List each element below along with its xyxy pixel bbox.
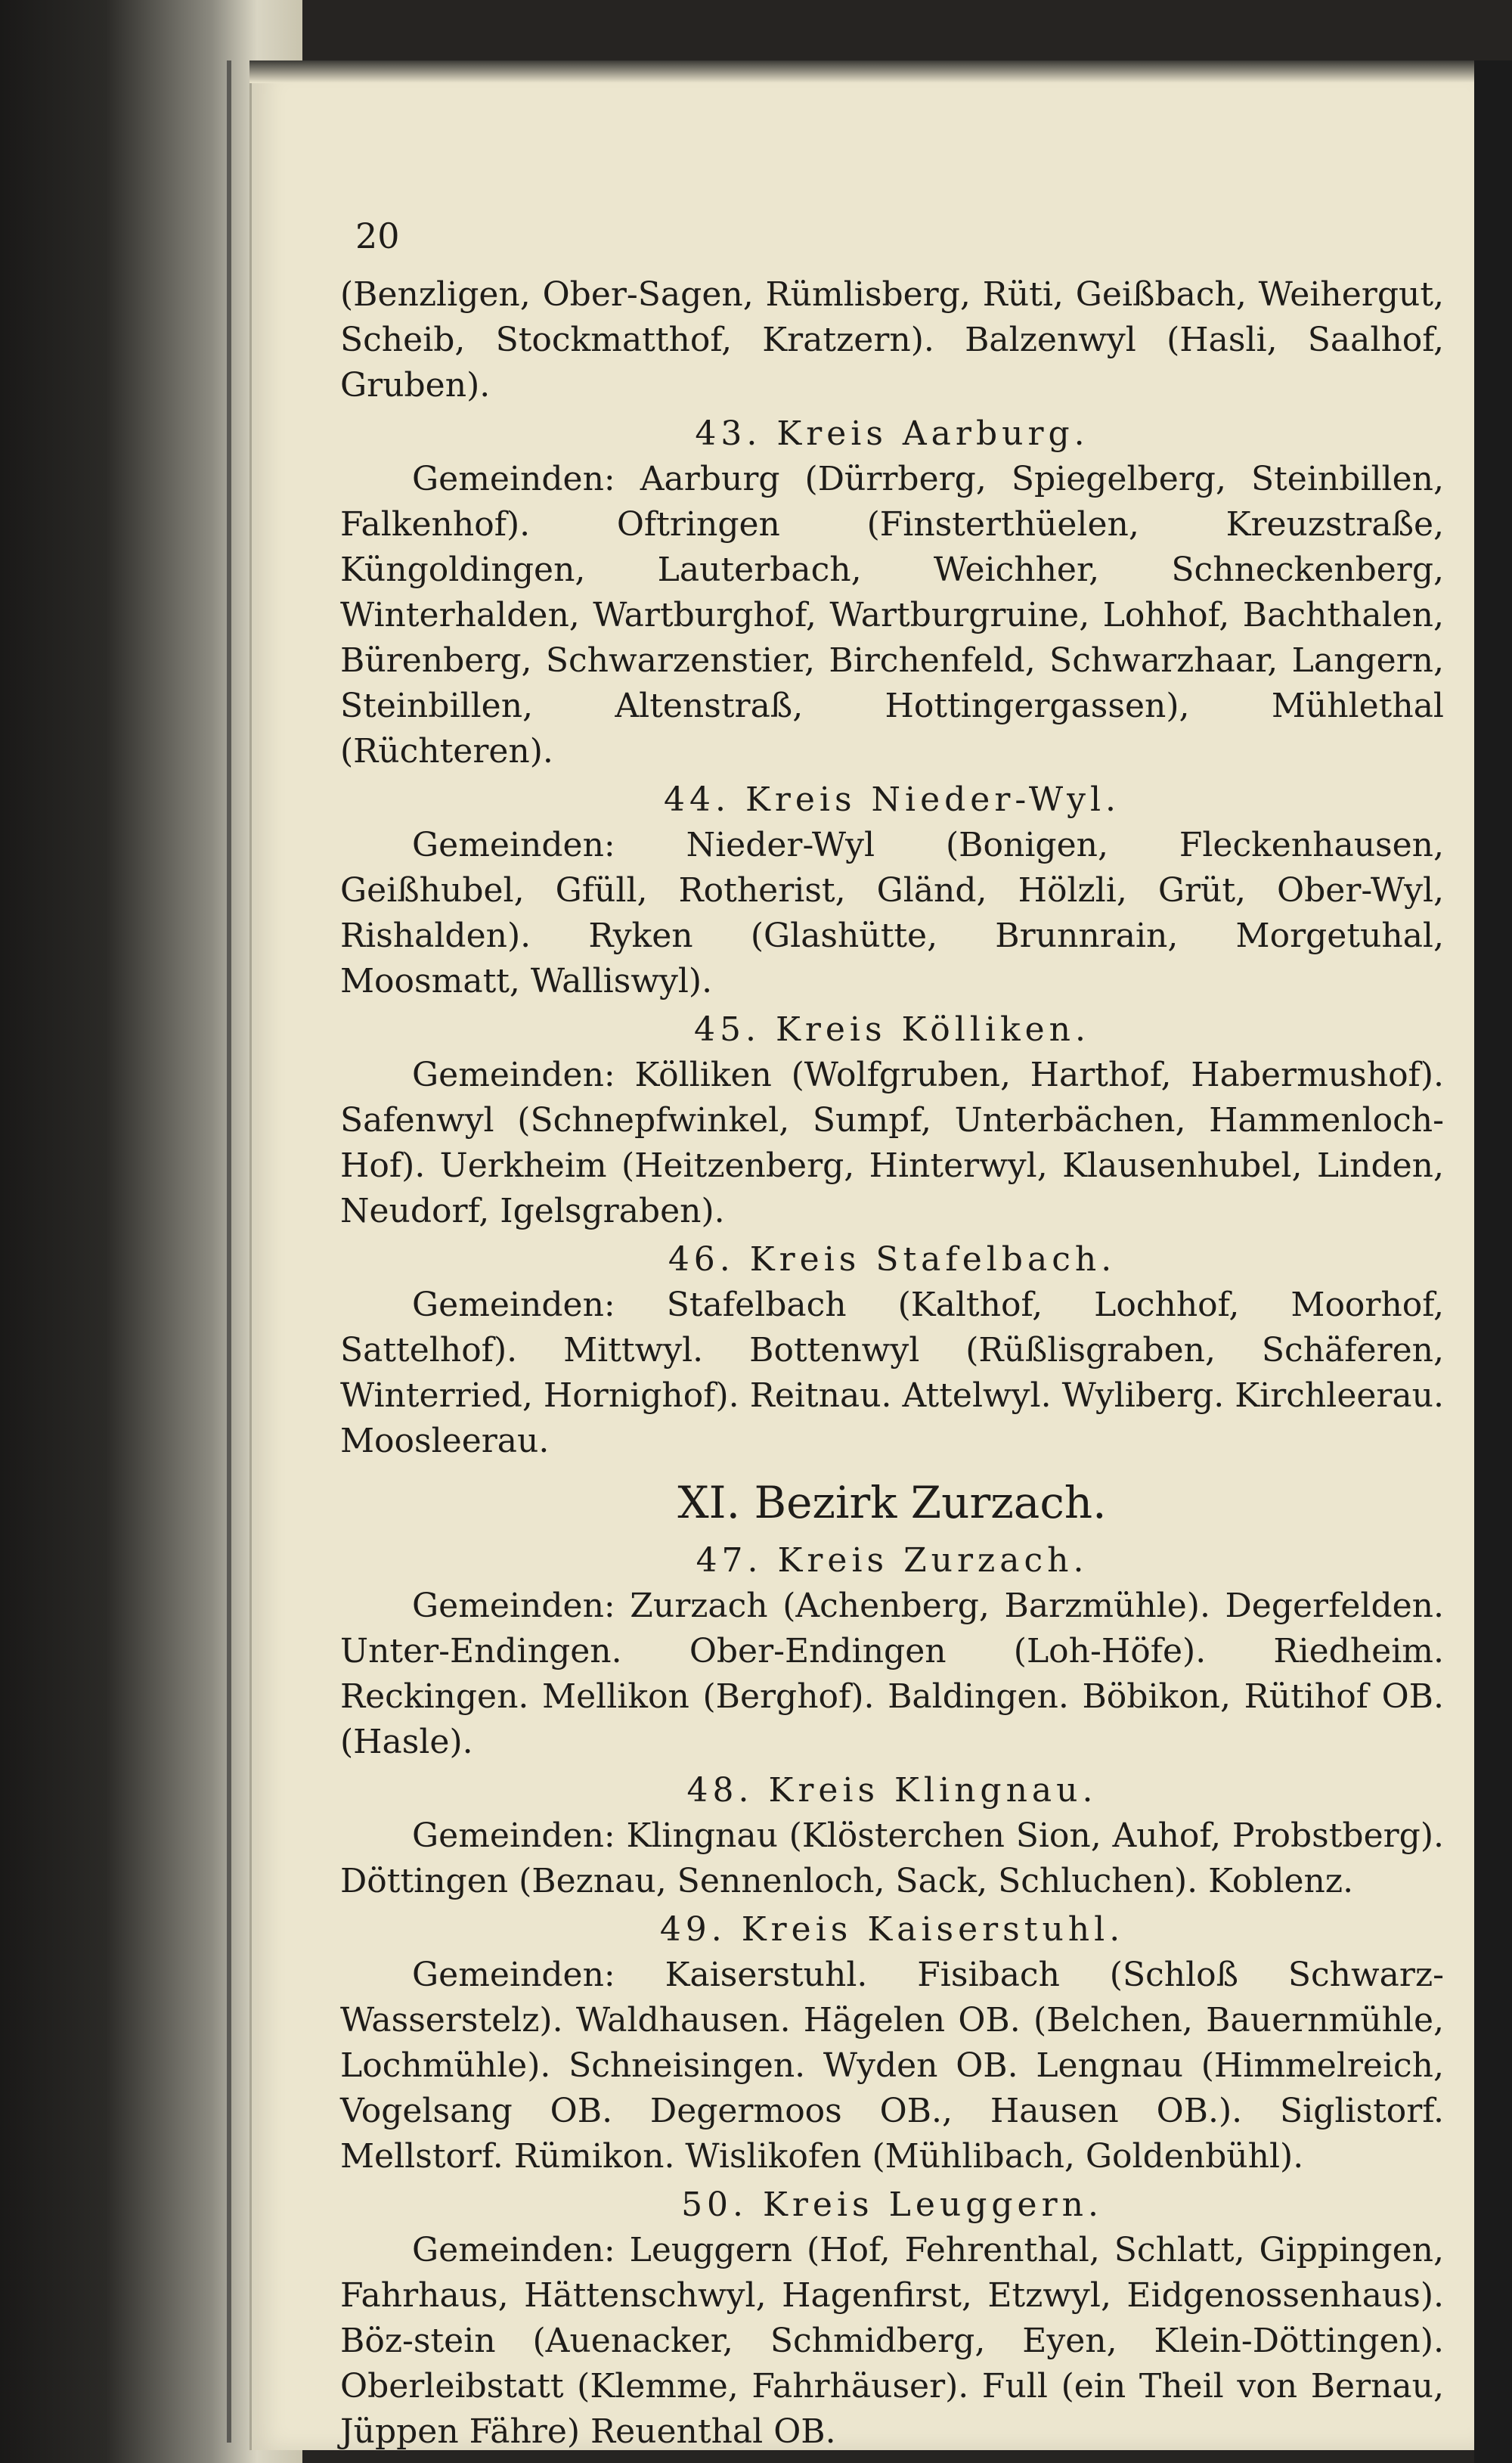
heading-kreis-46: 46. Kreis Stafelbach. xyxy=(668,1240,1117,1279)
heading-kreis-49: 49. Kreis Kaiserstuhl. xyxy=(659,1910,1125,1949)
page-top-shadow xyxy=(249,60,1474,83)
paragraph-kreis-49: Gemeinden: Kaiserstuhl. Fisibach (Schloß Schwarz-Wasserstelz). Waldhausen. Hägelen OB. (Belchen, Bauernmühle, Lochmühle). Schneisingen. Wyden OB. Lengnau (Himmelreich, Vogelsang OB. Degermoos OB., Hausen OB.). Siglistorf. Mellstorf. Rümikon. Wislikofen (Mühlibach, Goldenbühl). xyxy=(340,1956,1444,2176)
book-spine xyxy=(227,60,231,2443)
right-edge xyxy=(1474,60,1512,2463)
heading-kreis-50: 50. Kreis Leuggern. xyxy=(681,2185,1103,2224)
paragraph-kreis-47: Gemeinden: Zurzach (Achenberg, Barzmühle). Degerfelden. Unter-Endingen. Ober-Endingen (Loh-Höfe). Riedheim. Reckingen. Mellikon (Berghof). Baldingen. Böbikon, Rütihof OB. (Hasle). xyxy=(340,1587,1444,1761)
heading-kreis-48: 48. Kreis Klingnau. xyxy=(686,1771,1098,1810)
heading-kreis-45: 45. Kreis Kölliken. xyxy=(694,1010,1090,1049)
page-number: 20 xyxy=(355,216,400,256)
heading-kreis-47: 47. Kreis Zurzach. xyxy=(696,1541,1089,1580)
paragraph-kreis-46: Gemeinden: Stafelbach (Kalthof, Lochhof, Moorhof, Sattelhof). Mittwyl. Bottenwyl (Rüßlisgraben, Schäferen, Winterried, Hornighof). Reitnau. Attelwyl. Wyliberg. Kirchleerau. Moosleerau. xyxy=(340,1286,1444,1460)
heading-kreis-43: 43. Kreis Aarburg. xyxy=(695,414,1089,453)
paragraph-kreis-43: Gemeinden: Aarburg (Dürrberg, Spiegelberg, Steinbillen, Falkenhof). Oftringen (Finsterthüelen, Kreuzstraße, Küngoldingen, Lauterbach, Weichher, Schneckenberg, Winterhalden, Wartburghof, Wartburgruine, Lohhof, Bachthalen, Bürenberg, Schwarzenstier, Birchenfeld, Schwarzhaar, Langern, Steinbillen, Altenstraß, Hottingergassen), Mühlethal (Rüchteren). xyxy=(340,460,1444,771)
page-text xyxy=(340,272,1444,2455)
paragraph-kreis-50: Gemeinden: Leuggern (Hof, Fehrenthal, Schlatt, Gippingen, Fahrhaus, Hättenschwyl, Hagenfirst, Etzwyl, Eidgenossenhaus). Böz-stein (Auenacker, Schmidberg, Eyen, Klein-Döttingen). Oberleibstatt (Klemme, Fahrhäuser). Full (ein Theil von Bernau, Jüppen Fähre) Reuenthal OB. xyxy=(340,2231,1444,2451)
paragraph-kreis-44: Gemeinden: Nieder-Wyl (Bonigen, Fleckenhausen, Geißhubel, Gfüll, Rotherist, Gländ, Hölzli, Grüt, Ober-Wyl, Rishalden). Ryken (Glashütte, Brunnrain, Morgetuhal, Moosmatt, Walliswyl). xyxy=(340,826,1444,1000)
heading-kreis-44: 44. Kreis Nieder-Wyl. xyxy=(663,780,1121,819)
heading-bezirk-xi: XI. Bezirk Zurzach. xyxy=(677,1477,1107,1528)
paragraph-kreis-48: Gemeinden: Klingnau (Klösterchen Sion, Auhof, Probstberg). Döttingen (Beznau, Sennenloch, Sack, Schluchen). Koblenz. xyxy=(340,1816,1444,1900)
paragraph-intro: (Benzligen, Ober-Sagen, Rümlisberg, Rüti, Geißbach, Weihergut, Scheib, Stockmatthof, Kratzern). Balzenwyl (Hasli, Saalhof, Gruben). xyxy=(340,275,1444,405)
paragraph-kreis-45: Gemeinden: Kölliken (Wolfgruben, Harthof, Habermushof). Safenwyl (Schnepfwinkel, Sumpf, Unterbächen, Hammenloch-Hof). Uerkheim (Heitzenberg, Hinterwyl, Klausenhubel, Linden, Neudorf, Igelsgraben). xyxy=(340,1056,1444,1230)
